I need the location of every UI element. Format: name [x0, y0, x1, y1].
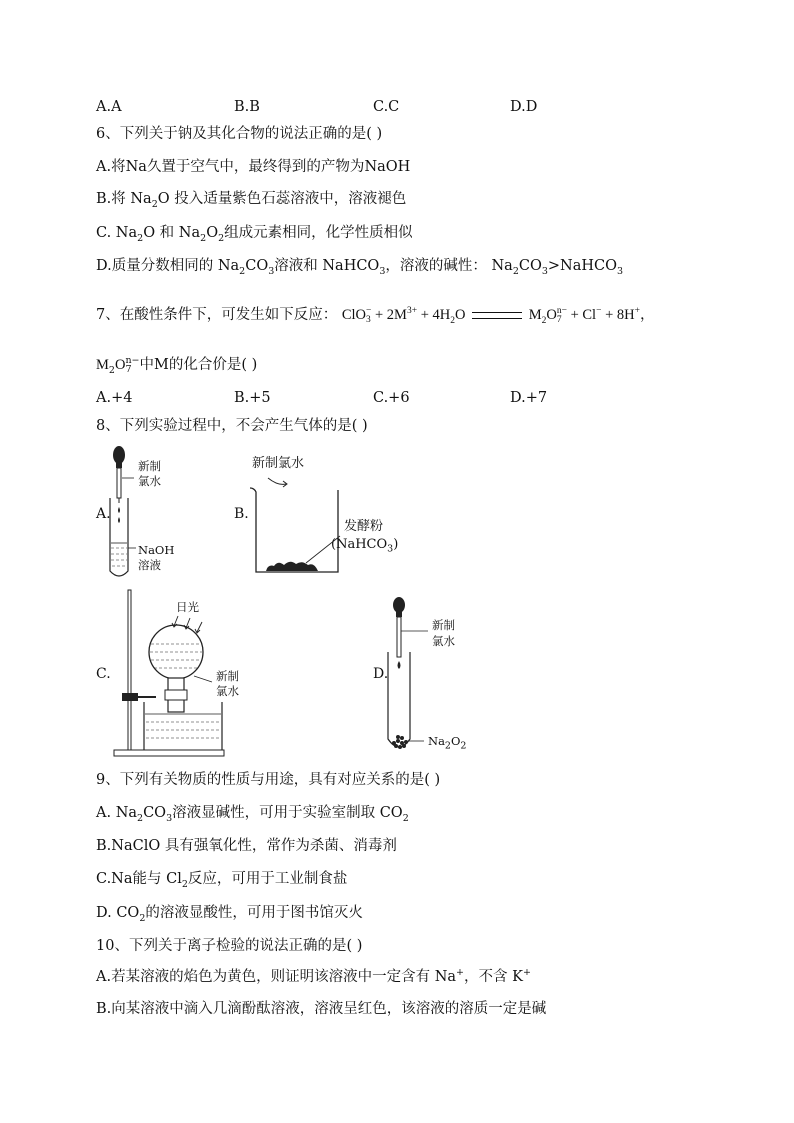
q8-c-label-1: 新制	[216, 669, 239, 683]
q8-b-label-1: 发酵粉	[344, 519, 384, 534]
q10-option-a: A.若某溶液的焰色为黄色，则证明该溶液中一定含有 Na+，不含 K+	[96, 967, 531, 985]
q7-option-d: D.+7	[510, 390, 548, 406]
q5-option-a: A.A	[96, 99, 122, 115]
q8-d-letter: D.	[373, 666, 389, 682]
q8-a-letter: A.	[96, 506, 111, 522]
q7-option-c: C.+6	[373, 390, 410, 406]
q8-d-bottom-label: $Na_2O_2$	[428, 734, 467, 752]
q7-stem-line2: $M_2O$ n− 7 中M的化合价是( )	[96, 355, 258, 376]
q10-option-b: B.向某溶液中滴入几滴酚酞溶液，溶液呈红色，该溶液的溶质一定是碱	[96, 1001, 547, 1017]
q5-option-c: C.C	[373, 99, 400, 115]
q8-c-label-2: 氯水	[216, 684, 239, 698]
q6-option-c: C. $Na_2O$ 和 $Na_2O_2$组成元素相同，化学性质相似	[96, 225, 413, 244]
q10-stem: 10、下列关于离子检验的说法正确的是( )	[96, 938, 363, 954]
q6-stem: 6、下列关于钠及其化合物的说法正确的是( )	[96, 126, 383, 142]
q5-option-b: B.B	[234, 99, 260, 115]
q8-d-label-1: 新制	[432, 618, 455, 632]
q8-b-letter: B.	[234, 506, 249, 522]
q8-c-sun-label: 日光	[176, 600, 199, 614]
q7-option-a: A.+4	[96, 390, 133, 406]
q9-option-d: D. $CO_2$的溶液显酸性，可用于图书馆灭火	[96, 905, 363, 924]
q8-a-bottom-label-2: 溶液	[138, 558, 161, 572]
q8-c-apparatus	[104, 590, 234, 760]
q8-b-label-2: (NaHCO$_3$)	[331, 537, 399, 555]
q9-option-b: B.NaClO 具有强氧化性，常作为杀菌、消毒剂	[96, 838, 397, 854]
equals-sign	[472, 312, 522, 319]
q9-option-c: C.Na能与 $Cl_2$反应，可用于工业制食盐	[96, 871, 348, 890]
q8-c-letter: C.	[96, 666, 111, 682]
q8-b-top-label: 新制氯水	[252, 456, 305, 471]
q7-equation: ClO − 3 + $2M^{3+} + 4H_2O$ $M_2O$ n− 7 + Cl− + 8H+，	[341, 305, 655, 326]
q8-stem: 8、下列实验过程中，不会产生气体的是( )	[96, 418, 368, 434]
q8-a-top-label-1: 新制	[138, 459, 161, 473]
q6-option-b: B.将 $Na_2O$ 投入适量紫色石蕊溶液中，溶液褪色	[96, 191, 407, 210]
q8-d-label-2: 氯水	[432, 634, 455, 648]
q8-a-top-label-2: 氯水	[138, 474, 161, 488]
q6-option-a: A.将Na久置于空气中，最终得到的产物为NaOH	[96, 159, 411, 175]
q7-option-b: B.+5	[234, 390, 271, 406]
q9-stem: 9、下列有关物质的性质与用途，具有对应关系的是( )	[96, 772, 441, 788]
q7-stem: 7、在酸性条件下，可发生如下反应： ClO − 3 + $2M^{3+} + 4H_2O$ $M_2O$ n− 7 + Cl− + 8H+，	[96, 305, 655, 326]
q9-option-a: A. $Na_2CO_3$溶液显碱性，可用于实验室制取 $CO_2$	[96, 805, 409, 824]
q5-option-d: D.D	[510, 99, 538, 115]
q6-option-d: D.质量分数相同的 $Na_2CO_3$溶液和 NaHCO$_3$，溶液的碱性： $Na_2CO_3>NaHCO_3$	[96, 258, 624, 277]
q8-a-bottom-label-1: NaOH	[138, 543, 175, 557]
